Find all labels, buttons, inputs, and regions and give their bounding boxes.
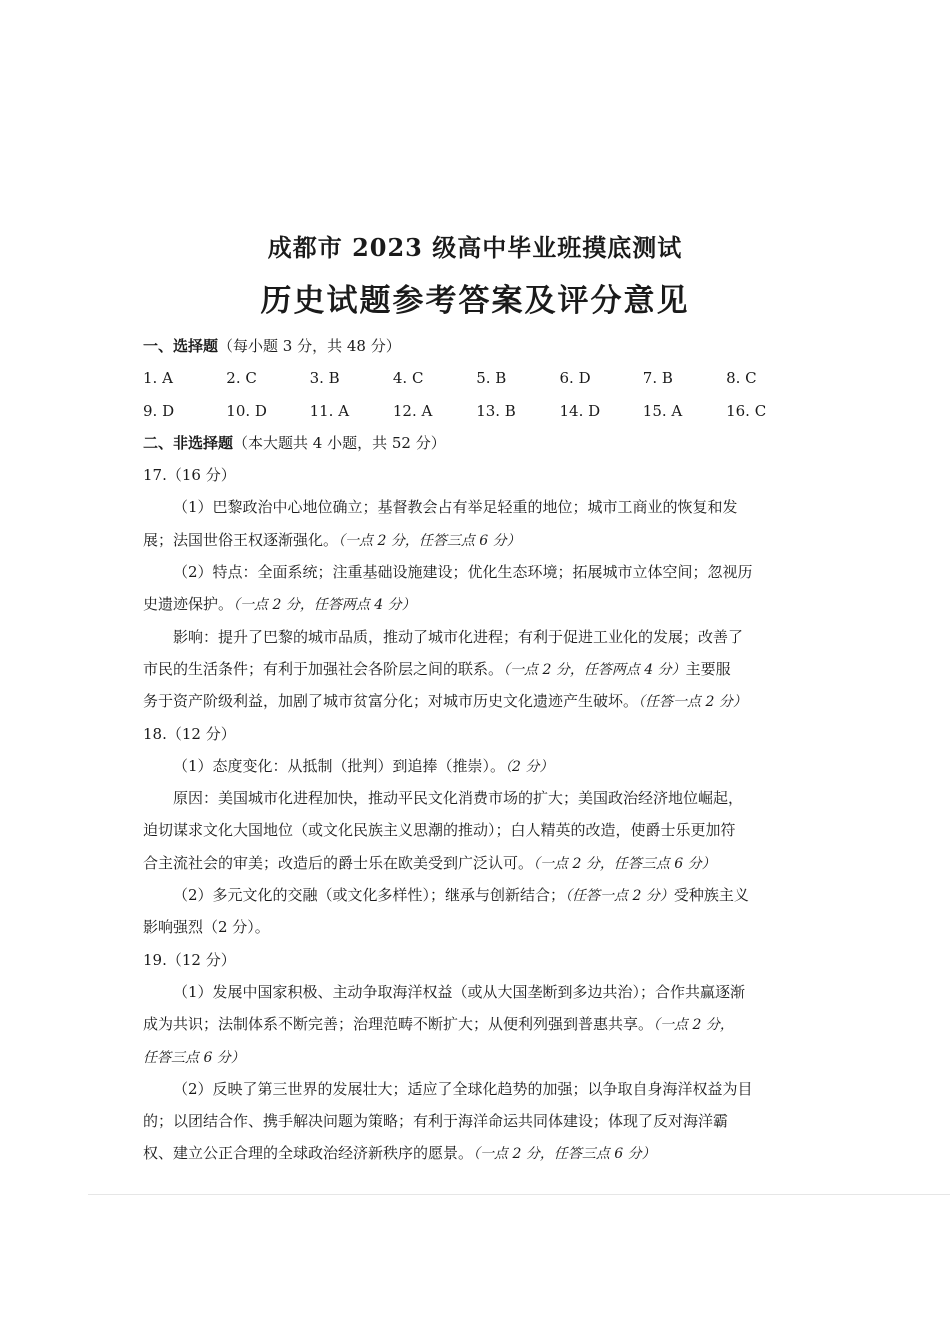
page-divider [88, 1194, 950, 1195]
answer-item: 1. A [143, 369, 173, 388]
answer-item: 4. C [392, 369, 424, 388]
q17-part1-line [143, 524, 813, 556]
answer-content [143, 330, 813, 1170]
q18-part1-reason-line: 原因：美国城市化进程加快，推动平民文化消费市场的扩大；美国政治经济地位崛起， [173, 789, 744, 808]
answer-item: 11. A [309, 401, 350, 420]
answers-row-2 [143, 395, 813, 427]
q17-part3-line [143, 685, 813, 717]
answer-text: 主要服 [685, 659, 731, 678]
document-title: 成都市 2023 级高中毕业班摸底测试 [267, 233, 683, 262]
answer-text: 合主流社会的审美；改造后的爵士乐在欧美受到广泛认可。 [143, 853, 534, 872]
section-title: 二、非选择题 [143, 433, 234, 452]
answer-item: 7. B [642, 369, 673, 388]
q18-part1-reason-line [143, 847, 813, 879]
answer-item: 13. B [476, 401, 516, 420]
answers-row-1 [143, 362, 813, 394]
scoring-note: （一点 2 分，任答两点 4 分） [503, 661, 686, 678]
document-subtitle: 历史试题参考答案及评分意见 [260, 283, 690, 319]
question-19-heading: 19.（12 分） [143, 950, 236, 969]
answer-text: 展；法国世俗王权逐渐强化。 [143, 530, 339, 549]
scoring-note: （任答一点 2 分） [565, 888, 674, 905]
q19-part1-line: （1）发展中国家积极、主动争取海洋权益（或从大国垄断到多边共治）；合作共赢逐渐 [173, 982, 746, 1001]
answer-item: 2. C [226, 369, 257, 388]
section-heading-nonchoice [143, 427, 813, 459]
answer-item: 16. C [726, 401, 767, 420]
scoring-note: 任答三点 6 分） [143, 1049, 245, 1066]
answer-item: 15. A [642, 401, 683, 420]
answer-text: 受种族主义 [673, 886, 749, 905]
answer-item: 10. D [226, 401, 267, 420]
question-18-heading: 18.（12 分） [143, 724, 236, 743]
answer-item: 9. D [143, 401, 175, 420]
q19-part2-line: （2）反映了第三世界的发展壮大；适应了全球化趋势的加强；以争取自身海洋权益为目 [173, 1079, 753, 1098]
answer-item: 5. B [476, 369, 507, 388]
answer-item: 3. B [309, 369, 340, 388]
section-note: （本大题共 4 小题，共 52 分） [233, 433, 446, 452]
answer-item: 8. C [726, 369, 757, 388]
q18-part2-line: 影响强烈（2 分）。 [143, 918, 270, 937]
scoring-note: （一点 2 分，任答两点 4 分） [233, 597, 416, 614]
answer-item: 6. D [559, 369, 591, 388]
answer-text: （2）多元文化的交融（或文化多样性）；继承与创新结合； [173, 886, 566, 905]
section-note: （每小题 3 分，共 48 分） [218, 337, 401, 355]
section-heading-choice [143, 330, 813, 362]
q17-part2-line [143, 588, 813, 620]
answer-text: 务于资产阶级利益，加剧了城市贫富分化；对城市历史文化遗迹产生破坏。 [143, 692, 639, 711]
answer-text: 成为共识；法制体系不断完善；治理范畴不断扩大；从便利列强到普惠共享。 [143, 1015, 654, 1034]
q17-part2-line: （2）特点：全面系统；注重基础设施建设；优化生态环境；拓展城市立体空间；忽视历 [173, 563, 753, 582]
scoring-note: （一点 2 分， [653, 1017, 734, 1034]
scoring-note: （一点 2 分，任答三点 6 分） [533, 855, 716, 872]
q18-part1-reason-line: 迫切谋求文化大国地位（或文化民族主义思潮的推动）；白人精英的改造，使爵士乐更加符 [143, 821, 736, 840]
q19-part1-line [143, 1008, 813, 1040]
q18-part1-line [143, 750, 813, 782]
q17-part3-line: 影响：提升了巴黎的城市品质，推动了城市化进程；有利于促进工业化的发展；改善了 [173, 627, 744, 646]
scoring-note: （任答一点 2 分） [638, 694, 747, 711]
scoring-note: （一点 2 分，任答三点 6 分） [473, 1146, 656, 1163]
scoring-note: （一点 2 分，任答三点 6 分） [338, 532, 521, 549]
question-17-heading: 17.（16 分） [143, 466, 236, 485]
q18-part2-line [143, 879, 813, 911]
section-title: 一、选择题 [143, 337, 219, 355]
q19-part2-line: 的；以团结合作、携手解决问题为策略；有利于海洋命运共同体建设；体现了反对海洋霸 [143, 1112, 729, 1131]
q19-part2-line [143, 1137, 813, 1169]
answer-item: 12. A [392, 401, 433, 420]
answer-text: 史遗迹保护。 [143, 595, 234, 614]
scoring-note: （2 分） [505, 758, 554, 775]
q17-part1-line: （1）巴黎政治中心地位确立；基督教会占有举足轻重的地位；城市工商业的恢复和发 [173, 498, 738, 517]
q17-part3-line [143, 653, 813, 685]
answer-text: 权、建立公正合理的全球政治经济新秩序的愿景。 [143, 1144, 474, 1163]
answer-text: 市民的生活条件；有利于加强社会各阶层之间的联系。 [143, 659, 504, 678]
answer-text: （1）态度变化：从抵制（批判）到追捧（推崇）。 [173, 756, 506, 775]
answer-item: 14. D [559, 401, 601, 420]
q19-part1-line [143, 1041, 813, 1073]
